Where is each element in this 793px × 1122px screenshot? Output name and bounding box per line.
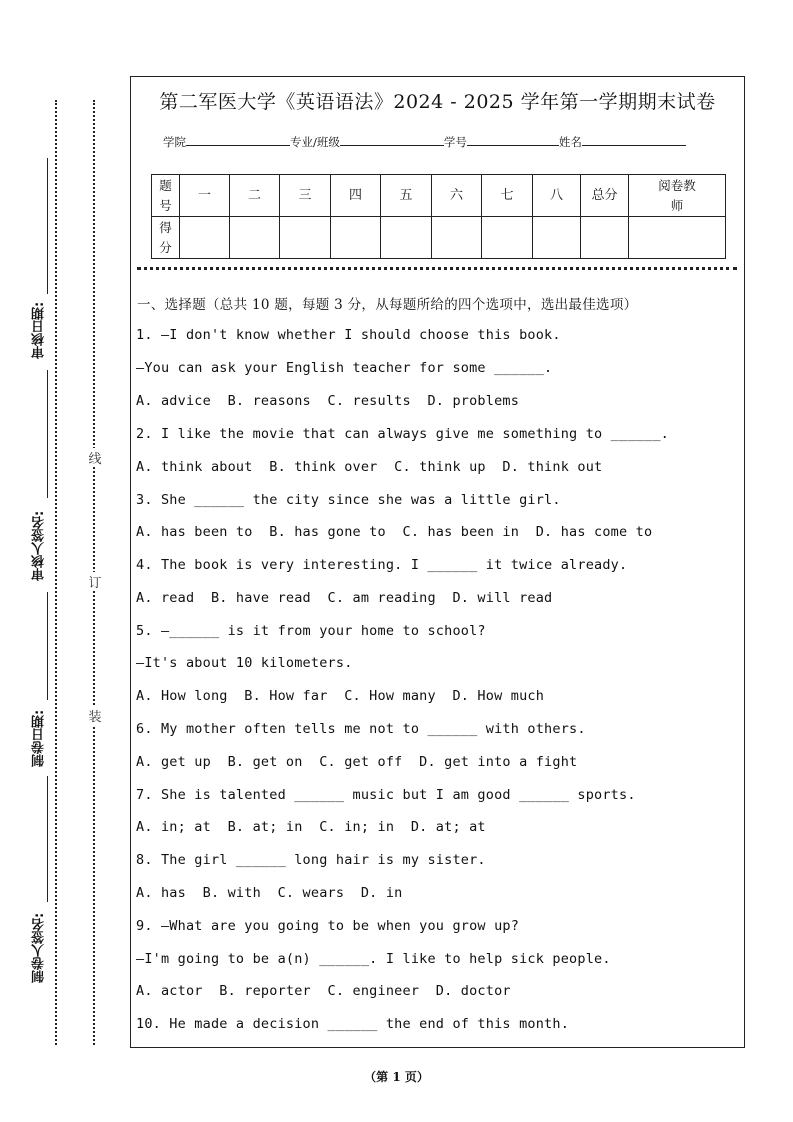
section-separator — [137, 267, 737, 270]
name-field[interactable] — [582, 133, 686, 146]
major-class-field[interactable] — [340, 133, 444, 146]
column-header: 六 — [432, 175, 482, 217]
question-line: —I'm going to be a(n) ______. I like to help sick people. — [136, 951, 611, 967]
major-class-label: 专业/班级 — [290, 135, 340, 149]
score-cell[interactable] — [280, 217, 331, 259]
student-id-field[interactable] — [467, 133, 559, 146]
maker-date-label: 制卷日期: — [32, 709, 47, 767]
options-line: A. think about B. think over C. think up D. think out — [136, 459, 603, 475]
question-line: 6. My mother often tells me not to ______ with others. — [136, 721, 586, 737]
signature-line — [47, 158, 48, 294]
reviewer-signature-label: 审核人签名: — [32, 510, 47, 582]
score-table — [151, 174, 726, 259]
question-line: 5. —______ is it from your home to school? — [136, 623, 486, 639]
column-header: 二 — [230, 175, 280, 217]
column-header: 三 — [280, 175, 331, 217]
score-cell[interactable] — [533, 217, 581, 259]
score-cell[interactable] — [482, 217, 533, 259]
options-line: A. in; at B. at; in C. in; in D. at; at — [136, 819, 486, 835]
score-cell-grader[interactable] — [629, 217, 726, 259]
student-info-row — [163, 133, 686, 150]
options-line: A. advice B. reasons C. results D. problems — [136, 393, 520, 409]
score-table-score-row — [152, 217, 726, 259]
column-header-total: 总分 — [581, 175, 629, 217]
question-line: 8. The girl ______ long hair is my sister. — [136, 852, 486, 868]
binding-char-staple: 订 — [88, 572, 102, 591]
binding-dotted-line-left — [55, 100, 57, 1045]
student-id-label: 学号 — [443, 135, 467, 149]
score-cell[interactable] — [230, 217, 280, 259]
exam-frame — [130, 76, 745, 1048]
column-header-grader: 阅卷教师 — [629, 175, 726, 217]
question-line: —You can ask your English teacher for some ______. — [136, 360, 553, 376]
exam-title: 第二军医大学《英语语法》2024 - 2025 学年第一学期期末试卷 — [159, 91, 716, 113]
options-line: A. get up B. get on C. get off D. get into a fight — [136, 754, 578, 770]
score-cell[interactable] — [331, 217, 381, 259]
column-header: 五 — [381, 175, 432, 217]
college-field[interactable] — [186, 133, 290, 146]
reviewer-date-label: 审核日期: — [32, 301, 47, 359]
signature-line — [47, 370, 48, 498]
question-line: 7. She is talented ______ music but I am good ______ sports. — [136, 787, 636, 803]
question-line: 3. She ______ the city since she was a little girl. — [136, 492, 561, 508]
options-line: A. actor B. reporter C. engineer D. doctor — [136, 983, 511, 999]
question-line: 1. —I don't know whether I should choose this book. — [136, 327, 561, 343]
section-title: 一、选择题（总共 10 题，每题 3 分，从每题所给的四个选项中，选出最佳选项） — [137, 297, 638, 313]
options-line: A. has B. with C. wears D. in — [136, 885, 403, 901]
column-header: 七 — [482, 175, 533, 217]
question-line: 9. —What are you going to be when you grow up? — [136, 918, 520, 934]
question-line: —It's about 10 kilometers. — [136, 655, 353, 671]
options-line: A. read B. have read C. am reading D. will read — [136, 590, 553, 606]
signature-line — [47, 592, 48, 700]
binding-char-bind: 装 — [88, 706, 102, 725]
name-label: 姓名 — [558, 135, 582, 149]
options-line: A. has been to B. has gone to C. has been in D. has come to — [136, 524, 653, 540]
score-cell[interactable] — [180, 217, 230, 259]
column-header: 四 — [331, 175, 381, 217]
question-line: 2. I like the movie that can always give me something to ______. — [136, 426, 669, 442]
options-line: A. How long B. How far C. How many D. How much — [136, 688, 545, 704]
score-cell[interactable] — [432, 217, 482, 259]
question-line: 4. The book is very interesting. I ______ it twice already. — [136, 557, 628, 573]
score-cell-total[interactable] — [581, 217, 629, 259]
question-number-label: 题号 — [152, 175, 180, 217]
score-label: 得分 — [152, 217, 180, 259]
column-header: 八 — [533, 175, 581, 217]
maker-signature-label: 制卷人签名: — [32, 912, 47, 984]
page-number: （第 1 页） — [364, 1070, 429, 1084]
score-table-header-row — [152, 175, 726, 217]
binding-char-line: 线 — [88, 448, 102, 467]
question-line: 10. He made a decision ______ the end of this month. — [136, 1016, 570, 1032]
signature-line — [47, 776, 48, 902]
college-label: 学院 — [163, 135, 186, 149]
column-header: 一 — [180, 175, 230, 217]
score-cell[interactable] — [381, 217, 432, 259]
